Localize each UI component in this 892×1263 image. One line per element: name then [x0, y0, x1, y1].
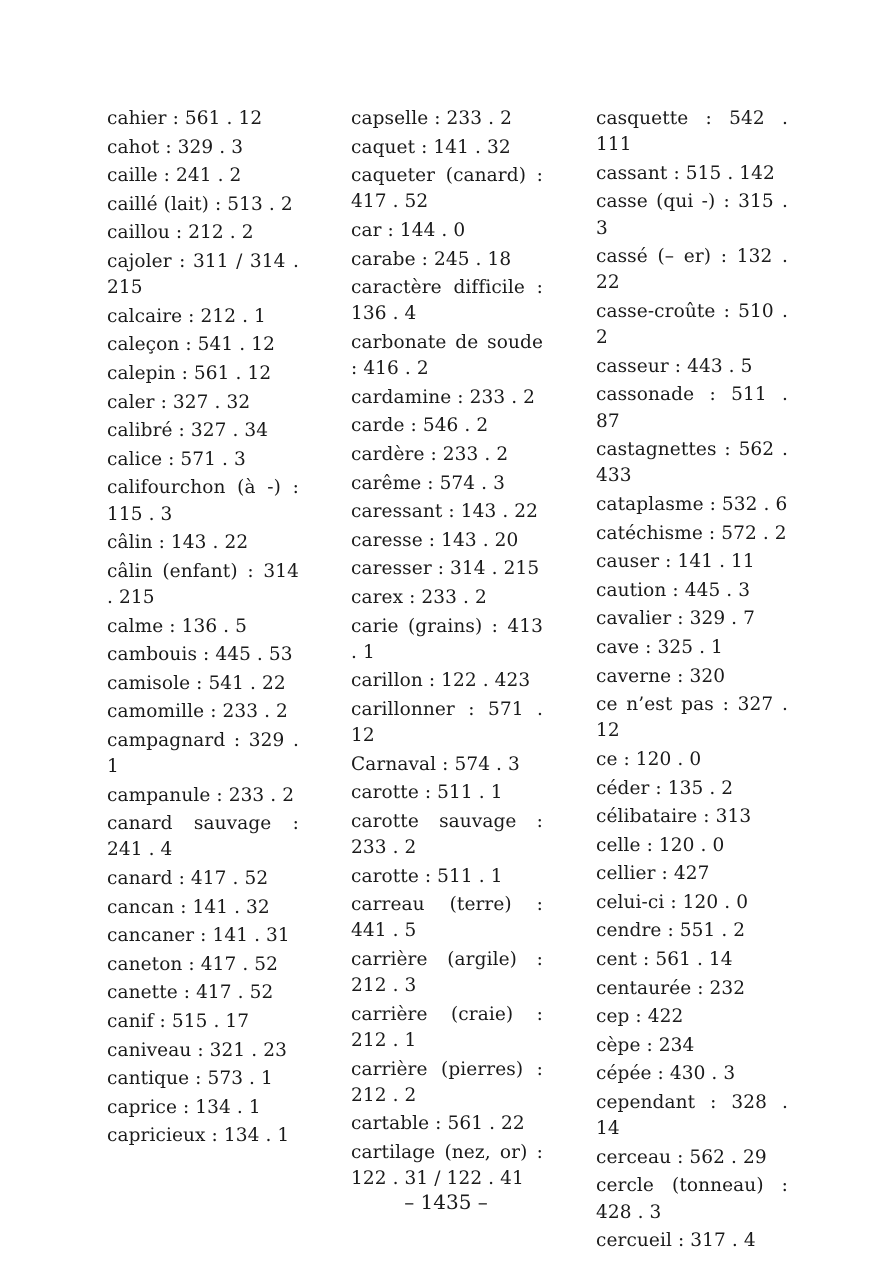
index-entry: caution : 445 . 3: [596, 579, 751, 601]
index-entry: casse (qui -) : 315 . 3: [596, 191, 788, 239]
index-entry: canard sauvage : 241 . 4: [107, 813, 299, 861]
index-entry: cancan : 141 . 32: [107, 896, 270, 918]
index-entry: cercle (tonneau) : 428 . 3: [596, 1175, 788, 1223]
index-entry: car : 144 . 0: [351, 219, 466, 241]
index-entry: calme : 136 . 5: [107, 615, 248, 637]
index-entry: cahot : 329 . 3: [107, 136, 244, 158]
index-entry: cèpe : 234: [596, 1034, 695, 1056]
index-entry: cerceau : 562 . 29: [596, 1146, 767, 1168]
index-entry: cardamine : 233 . 2: [351, 386, 536, 408]
index-entry: carbonate de soude : 416 . 2: [351, 331, 543, 380]
index-entry: cataplasme : 532 . 6: [596, 493, 788, 515]
index-entry: carabe : 245 . 18: [351, 248, 512, 270]
index-entry: cantique : 573 . 1: [107, 1068, 273, 1090]
index-entry: camisole : 541 . 22: [107, 672, 286, 694]
index-entry: casse-croûte : 510 . 2: [596, 300, 788, 349]
index-entry: cartilage (nez, or) : 122 . 31 / 122 . 41: [351, 1142, 543, 1190]
index-entry: célibataire : 313: [596, 806, 752, 828]
index-entry: carrière (argile) : 212 . 3: [351, 949, 543, 997]
index-entry: cahier : 561 . 12: [107, 108, 263, 129]
index-entry: ce n’est pas : 327 . 12: [596, 694, 788, 742]
index-entry: cependant : 328 . 14: [596, 1092, 788, 1140]
index-entry: celle : 120 . 0: [596, 834, 725, 856]
index-entry: cave : 325 . 1: [596, 636, 723, 658]
index-entry: carotte : 511 . 1: [351, 782, 503, 804]
index-column-2: [351, 106, 543, 1195]
index-entry: caprice : 134 . 1: [107, 1096, 261, 1118]
index-entry: casquette : 542 . 111: [596, 108, 788, 156]
index-column-1: [107, 106, 299, 1152]
index-entry: caneton : 417 . 52: [107, 953, 279, 975]
index-entry: carillon : 122 . 423: [351, 670, 531, 692]
index-entry: celui-ci : 120 . 0: [596, 891, 749, 913]
index-entry: cassé (– er) : 132 . 22: [596, 246, 788, 294]
index-entry: capselle : 233 . 2: [351, 108, 512, 129]
index-entry: câlin (enfant) : 314 . 215: [107, 560, 299, 608]
index-entry: caverne : 320: [596, 665, 726, 687]
index-entry: canard : 417 . 52: [107, 868, 269, 890]
index-entry: caillé (lait) : 513 . 2: [107, 193, 293, 215]
index-entry: carreau (terre) : 441 . 5: [351, 894, 543, 942]
index-entry: caresse : 143 . 20: [351, 529, 519, 551]
index-entry: caractère difficile : 136 . 4: [351, 277, 543, 325]
index-entry: cep : 422: [596, 1006, 684, 1028]
index-entry: catéchisme : 572 . 2: [596, 522, 787, 544]
index-entry: caleçon : 541 . 12: [107, 334, 275, 356]
index-entry: centaurée : 232: [596, 977, 746, 999]
index-entry: calibré : 327 . 34: [107, 420, 269, 442]
index-entry: ce : 120 . 0: [596, 748, 702, 770]
index-entry: carillonner : 571 . 12: [351, 698, 543, 747]
index-entry: carême : 574 . 3: [351, 472, 505, 494]
index-entry: capricieux : 134 . 1: [107, 1125, 290, 1147]
index-entry: cellier : 427: [596, 863, 710, 885]
index-entry: carotte : 511 . 1: [351, 865, 503, 887]
index-entry: cardère : 233 . 2: [351, 443, 509, 465]
index-entry: cassant : 515 . 142: [596, 162, 775, 184]
index-entry: caniveau : 321 . 23: [107, 1039, 287, 1061]
index-entry: carde : 546 . 2: [351, 415, 489, 437]
index-entry: calepin : 561 . 12: [107, 362, 272, 384]
index-entry: canette : 417 . 52: [107, 982, 274, 1004]
index-entry: campagnard : 329 . 1: [107, 729, 299, 778]
index-entry: cent : 561 . 14: [596, 949, 733, 971]
index-entry: castagnettes : 562 . 433: [596, 439, 788, 487]
index-entry: carex : 233 . 2: [351, 586, 487, 608]
index-entry: carrière (pierres) : 212 . 2: [351, 1058, 543, 1106]
index-entry: carie (grains) : 413 . 1: [351, 615, 543, 663]
index-column-3: [596, 106, 788, 1257]
index-entry: Carnaval : 574 . 3: [351, 753, 520, 775]
index-entry: cercueil : 317 . 4: [596, 1230, 756, 1252]
index-entry: caqueter (canard) : 417 . 52: [351, 165, 543, 213]
index-entry: cartable : 561 . 22: [351, 1113, 525, 1135]
index-entry: calice : 571 . 3: [107, 448, 246, 470]
index-entry: cépée : 430 . 3: [596, 1063, 736, 1085]
index-entry: caille : 241 . 2: [107, 165, 242, 187]
index-entry: céder : 135 . 2: [596, 777, 734, 799]
index-entry: cassonade : 511 . 87: [596, 384, 788, 432]
index-entry: caler : 327 . 32: [107, 391, 251, 413]
index-entry: camomille : 233 . 2: [107, 701, 288, 723]
index-entry: cendre : 551 . 2: [596, 920, 746, 942]
index-entry: carotte sauvage : 233 . 2: [351, 810, 543, 859]
index-entry: califourchon (à -) : 115 . 3: [107, 477, 299, 525]
index-entry: cavalier : 329 . 7: [596, 608, 756, 630]
page-number: – 1435 –: [404, 1190, 488, 1214]
index-entry: carrière (craie) : 212 . 1: [351, 1003, 543, 1052]
index-entry: caresser : 314 . 215: [351, 558, 540, 580]
index-entry: caressant : 143 . 22: [351, 501, 539, 523]
index-entry: cancaner : 141 . 31: [107, 925, 290, 947]
index-entry: canif : 515 . 17: [107, 1011, 250, 1033]
index-entry: caillou : 212 . 2: [107, 222, 254, 244]
index-entry: caquet : 141 . 32: [351, 136, 511, 158]
index-entry: casseur : 443 . 5: [596, 355, 753, 377]
index-entry: cambouis : 445 . 53: [107, 644, 293, 666]
index-entry: câlin : 143 . 22: [107, 532, 249, 554]
index-entry: cajoler : 311 / 314 . 215: [107, 250, 299, 299]
index-entry: campanule : 233 . 2: [107, 784, 295, 806]
index-entry: calcaire : 212 . 1: [107, 305, 266, 327]
index-entry: causer : 141 . 11: [596, 551, 755, 573]
